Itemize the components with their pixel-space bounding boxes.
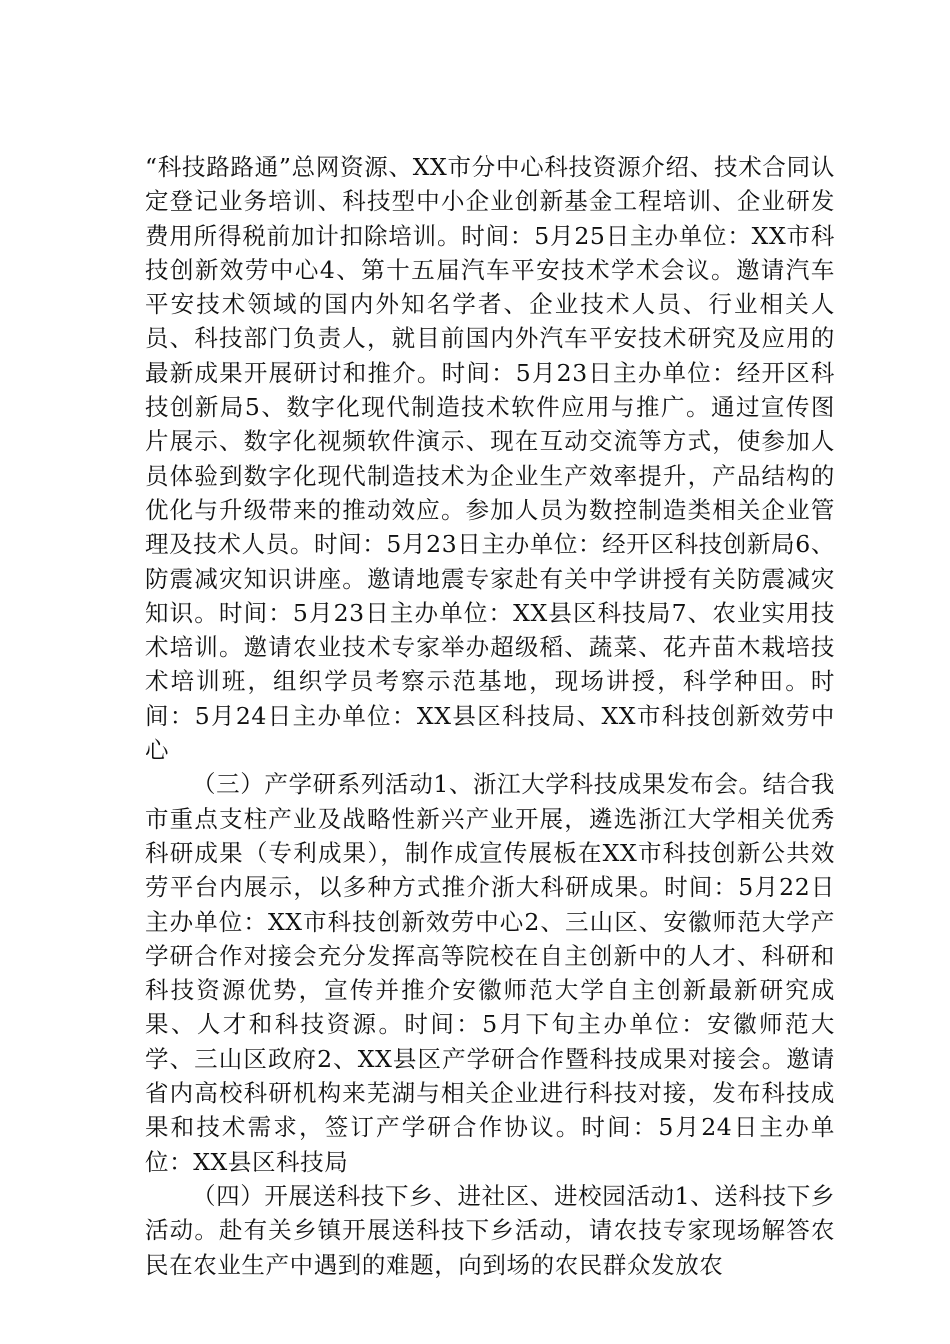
document-body xyxy=(145,150,835,1282)
paragraph-industry-university-research: （三）产学研系列活动1、浙江大学科技成果发布会。结合我市重点支柱产业及战略性新兴产业开展，遴选浙江大学相关优秀科研成果（专利成果），制作成宣传展板在XX市科技创新公共效劳平台内展示，以多种方式推介浙大科研成果。时间：5月22日主办单位：XX市科技创新效劳中心2、三山区、安徽师范大学产学研合作对接会充分发挥高等院校在自主创新中的人才、科研和科技资源优势，宣传并推介安徽师范大学自主创新最新研究成果、人才和科技资源。时间：5月下旬主办单位：安徽师范大学、三山区政府2、XX县区产学研合作暨科技成果对接会。邀请省内高校科研机构来芜湖与相关企业进行科技对接，发布科技成果和技术需求，签订产学研合作协议。时间：5月24日主办单位：XX县区科技局 xyxy=(145,770,835,1176)
paragraph-activities-continued: “科技路路通”总网资源、XX市分中心科技资源介绍、技术合同认定登记业务培训、科技型中小企业创新基金工程培训、企业研发费用所得税前加计扣除培训。时间：5月25日主办单位：XX市科技创新效劳中心4、第十五届汽车平安技术学术会议。邀请汽车平安技术领域的国内外知名学者、企业技术人员、行业相关人员、科技部门负责人，就目前国内外汽车平安技术研究及应用的最新成果开展研讨和推介。时间：5月23日主办单位：经开区科技创新局5、数字化现代制造技术软件应用与推广。通过宣传图片展示、数字化视频软件演示、现在互动交流等方式，使参加人员体验到数字化现代制造技术为企业生产效率提升，产品结构的优化与升级带来的推动效应。参加人员为数控制造类相关企业管理及技术人员。时间：5月23日主办单位：经开区科技创新局6、防震减灾知识讲座。邀请地震专家赴有关中学讲授有关防震减灾知识。时间：5月23日主办单位：XX县区科技局7、农业实用技术培训。邀请农业技术专家举办超级稻、蔬菜、花卉苗木栽培技术培训班，组织学员考察示范基地，现场讲授，科学种田。时间：5月24日主办单位：XX县区科技局、XX市科技创新效劳中心 xyxy=(145,153,835,765)
paragraph-science-outreach: （四）开展送科技下乡、进社区、进校园活动1、送科技下乡活动。赴有关乡镇开展送科技下乡活动，请农技专家现场解答农民在农业生产中遇到的难题，向到场的农民群众发放农 xyxy=(145,1181,835,1279)
